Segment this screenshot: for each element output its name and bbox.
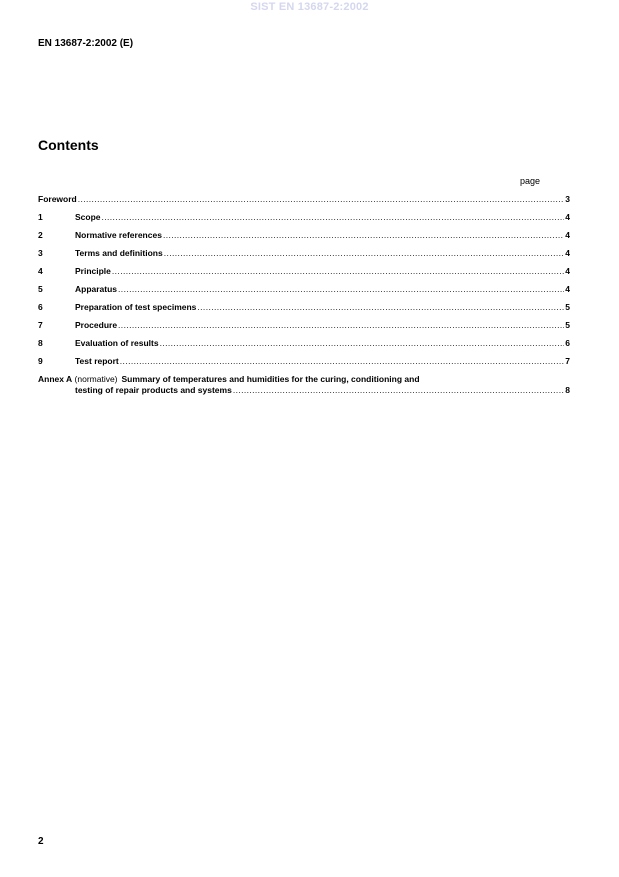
toc-entry-8[interactable] <box>38 338 570 356</box>
toc-entry-5[interactable] <box>38 284 570 302</box>
toc-entry-page: 4 <box>565 284 570 294</box>
toc-entry-1[interactable] <box>38 212 570 230</box>
toc-entry-2[interactable] <box>38 230 570 248</box>
toc-entry-foreword[interactable] <box>38 194 570 212</box>
toc-entry-number: 3 <box>38 248 43 258</box>
toc-entry-number: 1 <box>38 212 43 222</box>
toc-entry-title: Terms and definitions <box>75 248 163 258</box>
toc-entry-6[interactable] <box>38 302 570 320</box>
dot-leader <box>102 212 565 223</box>
toc-entry-title: Foreword <box>38 194 77 204</box>
annex-title-line2: testing of repair products and systems <box>75 385 232 395</box>
toc-entry-number: 9 <box>38 356 43 366</box>
toc-entry-number: 6 <box>38 302 43 312</box>
dot-leader <box>118 320 564 331</box>
page-number: 2 <box>38 836 44 847</box>
contents-heading: Contents <box>38 137 99 153</box>
toc-entry-page: 5 <box>565 302 570 312</box>
toc-entry-4[interactable] <box>38 266 570 284</box>
toc-entry-page: 4 <box>565 266 570 276</box>
toc-entry-title: Test report <box>75 356 119 366</box>
toc-entry-title: Scope <box>75 212 101 222</box>
toc-entry-page: 5 <box>565 320 570 330</box>
toc-entry-page: 4 <box>565 230 570 240</box>
toc-entry-number: 2 <box>38 230 43 240</box>
toc-entry-7[interactable] <box>38 320 570 338</box>
toc-entry-title: Preparation of test specimens <box>75 302 197 312</box>
toc-entry-title: Evaluation of results <box>75 338 159 348</box>
dot-leader <box>112 266 564 277</box>
dot-leader <box>118 284 564 295</box>
watermark: SIST EN 13687-2:2002 <box>250 1 369 13</box>
dot-leader <box>120 356 564 367</box>
dot-leader <box>78 194 565 205</box>
toc-entry-page: 4 <box>565 212 570 222</box>
dot-leader <box>197 302 564 313</box>
toc-entry-9[interactable] <box>38 356 570 374</box>
toc-entry-page: 6 <box>565 338 570 348</box>
page-column-label: page <box>520 176 541 186</box>
toc-entry-title: Apparatus <box>75 284 118 294</box>
annex-title-line1: Summary of temperatures and humidities for the curing, conditioning and <box>121 374 420 384</box>
toc-entry-page: 3 <box>565 194 570 204</box>
table-of-contents <box>38 194 570 396</box>
dot-leader <box>163 230 564 241</box>
dot-leader <box>160 338 565 349</box>
toc-entry-number: 8 <box>38 338 43 348</box>
annex-label: Annex A <box>38 374 73 384</box>
toc-entry-title: Principle <box>75 266 111 276</box>
toc-entry-title: Normative references <box>75 230 162 240</box>
document-id: EN 13687-2:2002 (E) <box>38 38 134 49</box>
toc-entry-number: 7 <box>38 320 43 330</box>
toc-entry-annex-a[interactable] <box>38 374 570 396</box>
dot-leader <box>164 248 565 259</box>
toc-entry-page: 7 <box>565 356 570 366</box>
dot-leader <box>233 385 564 396</box>
toc-entry-number: 4 <box>38 266 43 276</box>
annex-qualifier: (normative) <box>72 374 118 384</box>
toc-entry-title: Procedure <box>75 320 118 330</box>
toc-entry-page: 4 <box>565 248 570 258</box>
toc-entry-page: 8 <box>565 385 570 395</box>
toc-entry-number: 5 <box>38 284 43 294</box>
toc-entry-3[interactable] <box>38 248 570 266</box>
